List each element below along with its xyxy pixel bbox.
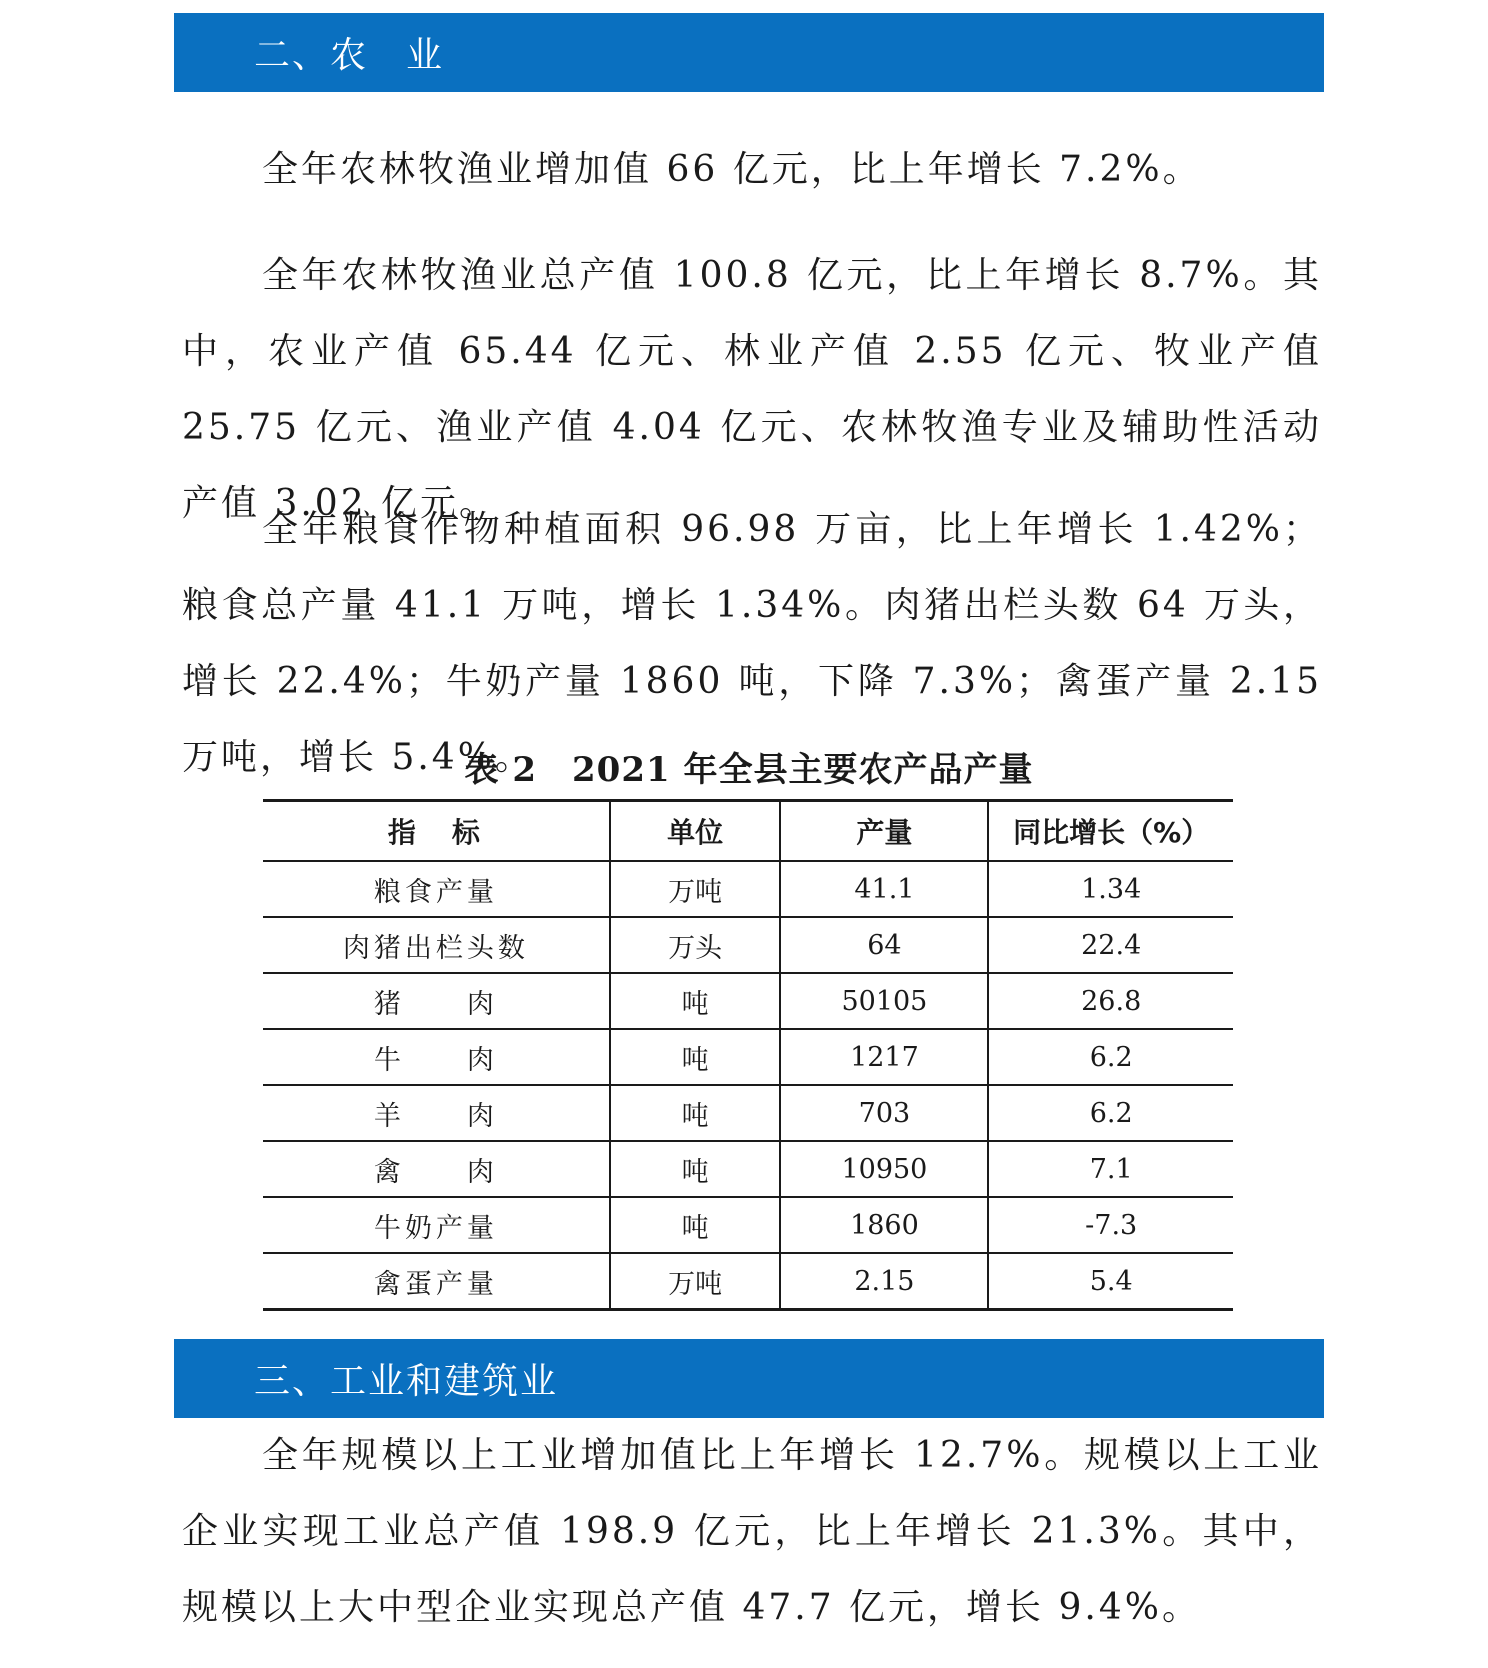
paragraph-agri-products: 全年粮食作物种植面积 96.98 万亩，比上年增长 1.42%；粮食总产量 41.1 万吨，增长 1.34%。肉猪出栏头数 64 万头，增长 22.4%；牛奶产量 1860 吨，下降 7.3%；禽蛋产量 2.15 万吨，增长 5.4%。 [182, 509, 1322, 778]
table-row [263, 861, 1233, 917]
paragraph-agri-value-added: 全年农林牧渔业增加值 66 亿元，比上年增长 7.2%。 [262, 149, 1202, 190]
cell-unit: 吨 [610, 1141, 781, 1197]
header-unit: 单位 [610, 801, 781, 862]
section-title-industry: 三、工业和建筑业 [254, 1361, 559, 1402]
cell-output: 1217 [780, 1029, 988, 1085]
section-header-agriculture [174, 13, 1324, 92]
cell-unit: 万头 [610, 917, 781, 973]
cell-unit: 万吨 [610, 861, 781, 917]
header-indicator: 指 标 [263, 801, 610, 862]
paragraph-industry-value-added: 全年规模以上工业增加值比上年增长 12.7%。规模以上工业企业实现工业总产值 198.9 亿元，比上年增长 21.3%。其中，规模以上大中型企业实现总产值 47.7 亿元，增长 9.4%。 [182, 1435, 1322, 1628]
table-row [263, 1029, 1233, 1085]
cell-indicator: 羊 肉 [263, 1085, 610, 1141]
cell-growth: 22.4 [988, 917, 1233, 973]
cell-growth: 26.8 [988, 973, 1233, 1029]
cell-output: 50105 [780, 973, 988, 1029]
cell-unit: 吨 [610, 973, 781, 1029]
cell-growth: 6.2 [988, 1029, 1233, 1085]
cell-growth: 7.1 [988, 1141, 1233, 1197]
cell-unit: 吨 [610, 1085, 781, 1141]
cell-growth: 1.34 [988, 861, 1233, 917]
cell-output: 2.15 [780, 1253, 988, 1310]
table-title: 表 2 2021 年全县主要农产品产量 [464, 750, 1034, 790]
cell-unit: 吨 [610, 1029, 781, 1085]
header-output: 产量 [780, 801, 988, 862]
paragraph-agri-total-output: 全年农林牧渔业总产值 100.8 亿元，比上年增长 8.7%。其中，农业产值 65.44 亿元、林业产值 2.55 亿元、牧业产值 25.75 亿元、渔业产值 4.04 亿元、农林牧渔专业及辅助性活动产值 3.02 亿元。 [182, 255, 1322, 524]
agri-products-table [263, 799, 1233, 1311]
cell-indicator: 牛 肉 [263, 1029, 610, 1085]
cell-output: 1860 [780, 1197, 988, 1253]
table-row [263, 1085, 1233, 1141]
cell-unit: 吨 [610, 1197, 781, 1253]
table-row [263, 1197, 1233, 1253]
table-row [263, 917, 1233, 973]
cell-indicator: 牛奶产量 [263, 1197, 610, 1253]
cell-output: 41.1 [780, 861, 988, 917]
section-title-agriculture: 二、农 业 [254, 35, 445, 76]
table-header-row [263, 801, 1233, 862]
cell-unit: 万吨 [610, 1253, 781, 1310]
cell-growth: 5.4 [988, 1253, 1233, 1310]
table-row [263, 1253, 1233, 1310]
cell-indicator: 禽蛋产量 [263, 1253, 610, 1310]
cell-growth: -7.3 [988, 1197, 1233, 1253]
cell-indicator: 猪 肉 [263, 973, 610, 1029]
cell-output: 703 [780, 1085, 988, 1141]
section-header-industry [174, 1339, 1324, 1418]
cell-indicator: 粮食产量 [263, 861, 610, 917]
cell-output: 10950 [780, 1141, 988, 1197]
cell-indicator: 禽 肉 [263, 1141, 610, 1197]
header-yoy-growth: 同比增长（%） [988, 801, 1233, 862]
table-row [263, 1141, 1233, 1197]
table-row [263, 973, 1233, 1029]
cell-indicator: 肉猪出栏头数 [263, 917, 610, 973]
cell-growth: 6.2 [988, 1085, 1233, 1141]
cell-output: 64 [780, 917, 988, 973]
